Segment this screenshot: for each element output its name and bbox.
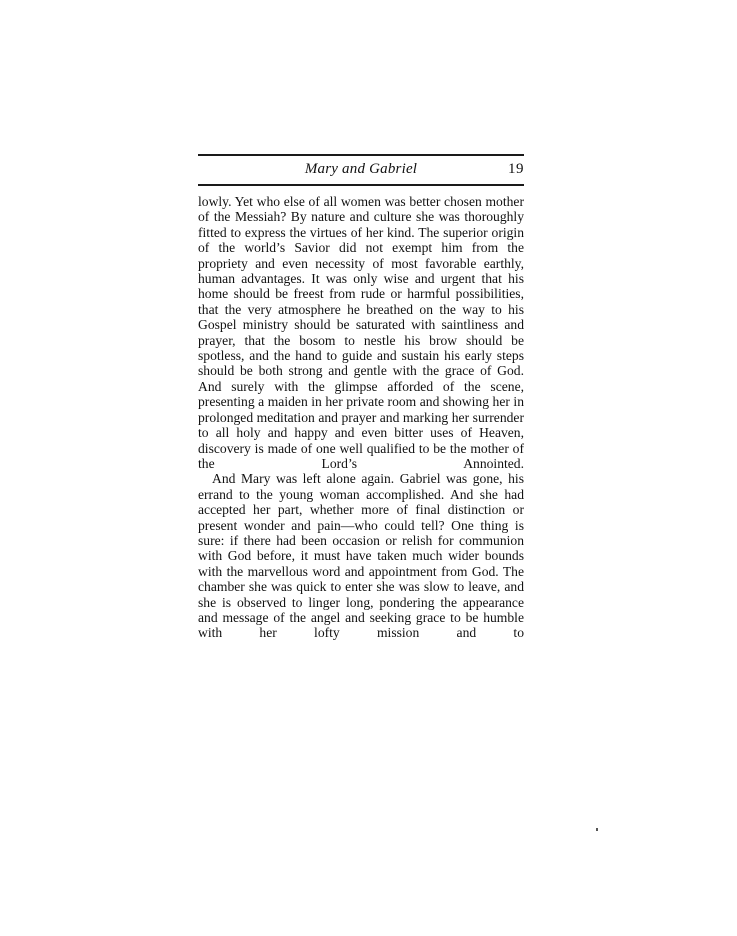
page-number: 19 bbox=[508, 161, 524, 177]
paragraph-mary-left-alone: And Mary was left alone again. Gabriel was gone, his errand to the young woman accomplished. And she had accepted her part, whether more of final distinction or present wonder and pain—who could tell? One thing is sure: if there had been occasion or relish for communion with God before, it must have taken much wider bounds with the marvellous word and appointment from God. The chamber she was quick to enter she was slow to leave, and she is observed to linger long, pondering the appearance and message of the angel and seeking grace to be humble with her lofty mission and to bbox=[198, 471, 524, 641]
header-bottom-rule bbox=[198, 184, 524, 186]
scan-speck bbox=[596, 828, 598, 831]
running-head bbox=[198, 158, 524, 182]
running-title: Mary and Gabriel bbox=[304, 161, 418, 177]
paragraph-continued: lowly. Yet who else of all women was better chosen mother of the Messiah? By nature and culture she was thoroughly fitted to express the virtues of her kind. The superior origin of the world’s Savior did not exempt him from the propriety and even necessity of most favorable earthly, human advantages. It was only wise and urgent that his home should be freest from rude or harmful possibilities, that the very atmosphere he breathed on the way to his Gospel ministry should be saturated with saintliness and prayer, that the bosom to nestle his brow should be spotless, and the hand to guide and sustain his early steps should be both strong and gentle with the grace of God. And surely with the glimpse afforded of the scene, presenting a maiden in her private room and showing her in prolonged meditation and prayer and marking her surrender to all holy and happy and even bitter uses of Heaven, discovery is made of one well qualified to be the mother of the Lord’s Annointed. bbox=[198, 194, 524, 471]
body-text bbox=[198, 194, 524, 641]
header-top-rule bbox=[198, 154, 524, 156]
